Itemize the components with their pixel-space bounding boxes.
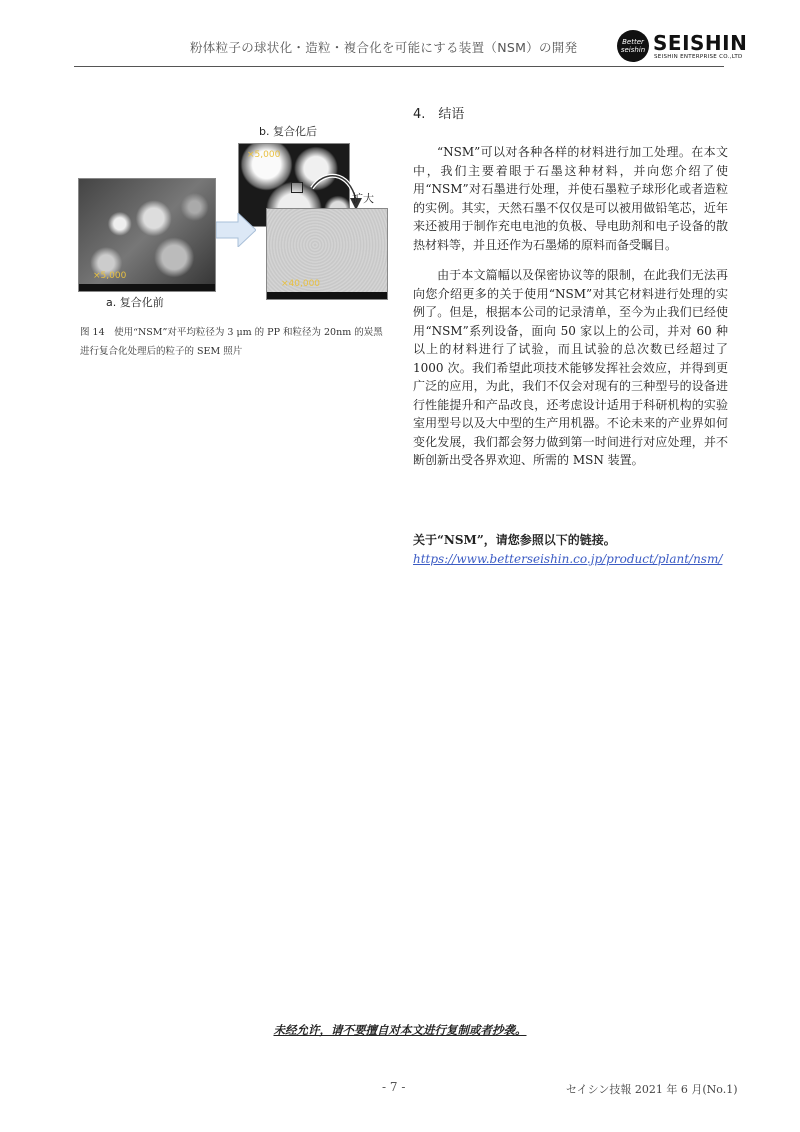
magnification-before: ×5,000 xyxy=(93,271,127,281)
page-number: - 7 - xyxy=(382,1080,406,1094)
logo-name: SEISHIN xyxy=(653,31,748,55)
magnification-after: ×5,000 xyxy=(247,150,281,160)
nsm-product-link[interactable]: https://www.betterseishin.co.jp/product/plant/nsm/ xyxy=(413,552,723,566)
link-intro: 关于“NSM”，请您参照以下的链接。 xyxy=(413,533,616,547)
sem-figure xyxy=(78,118,388,313)
logo-mark-icon: Better seishin xyxy=(617,30,649,62)
figure-caption: 图 14 使用“NSM”对平均粒径为 3 μm 的 PP 和粒径为 20nm 的炭黑进行复合化处理后的粒子的 SEM 照片 xyxy=(80,327,383,357)
sem-info-bar xyxy=(267,292,387,299)
figure-label-before: a. 复合化前 xyxy=(106,296,164,309)
figure-label-after: b. 复合化后 xyxy=(259,125,317,138)
copyright-notice: 未经允许，请不要擅自对本文进行复制或者抄袭。 xyxy=(273,1023,527,1037)
sem-image-zoomed xyxy=(266,208,388,300)
magnification-zoomed: ×40,000 xyxy=(281,279,321,289)
logo-subtitle: SEISHIN ENTERPRISE CO.,LTD xyxy=(654,54,743,60)
header-divider xyxy=(74,66,724,67)
figure-label-zoom: 扩大 xyxy=(352,192,374,205)
running-header-title: 粉体粒子の球状化・造粒・複合化を可能にする装置（NSM）の開発 xyxy=(190,40,578,55)
section-heading: 4. 结语 xyxy=(413,107,465,122)
sem-info-bar xyxy=(79,284,215,291)
paragraph-1-text: “NSM”可以对各种各样的材料进行加工处理。在本文中，我们主要着眼于石墨这种材料，并向您介绍了使用“NSM”对石墨进行处理，并使石墨粒子球形化或者造粒的实例。其实，天然石墨不仅仅是可以被用做铅笔芯，近年来还被用于制作充电电池的负极、导电助剂和电子设备的散热材料等，并且还作为石墨烯的原料而备受瞩目。 xyxy=(413,145,728,252)
body-paragraph-1 xyxy=(413,143,728,254)
body-paragraph-2 xyxy=(413,266,728,470)
right-arrow-icon xyxy=(216,213,256,247)
journal-reference: セイシン技報 2021 年 6 月(No.1) xyxy=(566,1083,738,1096)
sem-image-before xyxy=(78,178,216,292)
paragraph-2-text: 由于本文篇幅以及保密协议等的限制，在此我们无法再向您介绍更多的关于使用“NSM”对其它材料进行处理的实例了。但是，根据本公司的记录清单，至今为止我们已经使用“NSM”系列设备，面向 50 家以上的公司，并对 60 种以上的材料进行了试验，而且试验的总次数已经超过了 1000 次。我们希望此项技术能够发挥社会效应，并得到更广泛的应用，为此，我们不仅会对现有的三种型号的设备进行性能提升和产品改良，还考虑设计适用于科研机构的实验室用型号以及大中型的生产用机器。不论未来的产业界如何变化发展，我们都会努力做到第一时间进行对应处理，并不断创新出受各界欢迎、所需的 MSN 装置。 xyxy=(413,268,728,467)
zoom-region-marker xyxy=(291,182,303,193)
company-logo xyxy=(617,30,748,64)
